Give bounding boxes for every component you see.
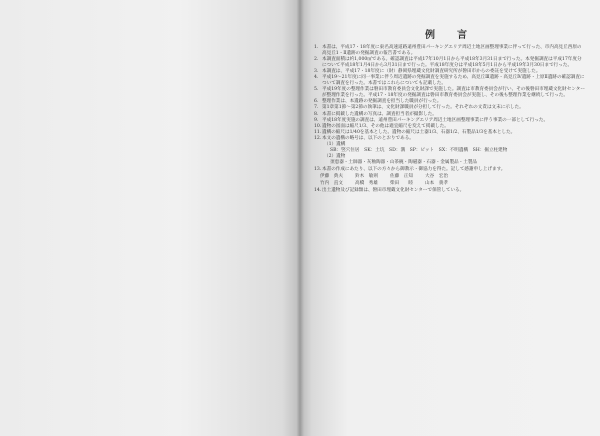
entry-text: 本調査面積は約1,000㎡である。確認調査は平成17年10月1日から平成18年3月31日まで行った。本発掘調査は平成17年度分について平成18年1月4日から3月31日まで行った。平成18年度分は平成18年5月1日から平成19年3月30日まで行った。 [322, 57, 582, 69]
entry-number: 10. [314, 123, 322, 129]
entry-text: 出土遺物及び記録類は、磐田市埋蔵文化財センターで保管している。 [322, 187, 465, 193]
book-gutter [296, 0, 304, 436]
entry-text: 平成19～21年度に同一事業に伴う周辺遺跡の発掘調査を実施するため、高見丘Ⅲ遺跡・高見丘Ⅳ遺跡・上原Ⅱ遺跡の確認調査について調査を行った。本書ではこれらについても記載した。 [322, 75, 585, 87]
entry-number: 3. [314, 69, 319, 75]
list-item [314, 167, 586, 173]
staff-name: 山本 義孝 [425, 180, 448, 186]
list-item [314, 45, 586, 57]
list-item [314, 75, 586, 87]
entry-number: 4. [314, 75, 319, 81]
abbreviation-text: 須恵器・土師器・灰釉陶器・山茶碗・陶磁器・石器・金属製品・土製品 [330, 160, 478, 166]
staff-name: 竹内 直文 [320, 180, 343, 186]
abbreviation-heading: （1）遺構 [324, 142, 346, 148]
staff-name: 大谷 宏治 [425, 174, 448, 180]
entry-text: 平成19年度の整理作業は磐田市教育委員会文化財課で実施した。調査は市教育委員会が行い、その後磐田市埋蔵文化財センターが整理作業を行った。平成17・18年度の発掘調査は磐田市教育委員会が実施し、その後も整理作業を継続して行った。 [322, 87, 585, 99]
staff-name: 伊藤 典夫 [320, 174, 343, 180]
list-item [314, 57, 586, 69]
entry-number: 12. [314, 135, 322, 141]
entry-list [314, 45, 586, 194]
entry-text: 遺構の縮尺は1/40を基本とした。遺物の縮尺は土器1/3、石器1/2、石製品1/3を基本とした。 [322, 129, 516, 135]
entry-text: 本書は、平成17・18年度に東名高速道路遠州豊田パーキングエリア周辺土地区画整理事業に伴って行った、市内高見丘西原の高見丘1・Ⅱ遺跡の発掘調査の報告書である。 [322, 45, 582, 57]
abbreviation-text: SB：竪穴住居 SK：土坑 SD：溝 SP：ピット SX：不明遺構 SH：掘立柱建物 [330, 148, 508, 154]
entry-text: 本書に掲載した遺構の写真は、調査担当者が撮影した。 [322, 111, 437, 117]
entry-text: 遺物の図面は縮尺1/3、その他は適宜縮尺を変えて掲載した。 [322, 123, 449, 129]
entry-number: 14. [314, 187, 322, 193]
entry-text: 平成18年度実施の調査は、遠州豊田パーキングエリア周辺土地区画整理事業に伴う事業の一部として行った。 [322, 117, 549, 123]
entry-number: 7. [314, 105, 319, 111]
staff-name: 柴田 睦 [390, 180, 413, 186]
staff-row [320, 181, 586, 187]
abbreviation-heading: （2）遺物 [324, 154, 346, 160]
staff-name: 佐藤 正知 [390, 174, 413, 180]
entry-text: 本文の遺構の略号は、以下のとおりである。 [322, 135, 414, 141]
entry-text: 本調査は、平成17・18年度に（財）静岡県埋蔵文化財調査研究所が磐田市からの委託を受けて実施した。 [322, 69, 541, 75]
entry-number: 1. [314, 45, 319, 50]
staff-name: 高橋 秀雄 [355, 180, 378, 186]
entry-number: 13. [314, 167, 322, 173]
entry-number: 2. [314, 57, 319, 63]
list-item [314, 87, 586, 99]
entry-text: 整理作業は、本遺跡の発掘調査を担当した職員が行った。 [322, 99, 442, 105]
entry-number: 11. [314, 129, 322, 135]
entry-number: 8. [314, 111, 319, 117]
entry-number: 5. [314, 87, 319, 93]
entry-text: 本書の作成にあたり、以下の方々から御教示・御協力を得た。記して感謝申し上げます。 [322, 167, 506, 173]
entry-number: 6. [314, 99, 319, 105]
list-item [314, 188, 586, 194]
staff-list [320, 174, 586, 186]
entry-number: 9. [314, 117, 319, 123]
staff-name: 鈴木 敏則 [355, 174, 378, 180]
entry-text: 第1章第1節～第2節の執筆は、文化財課職員が分担して行った。それぞれの文責は文末に示した。 [322, 105, 524, 111]
page-title: 例 言 [425, 30, 473, 41]
abbreviation-block [324, 142, 586, 166]
list-item [314, 136, 586, 142]
